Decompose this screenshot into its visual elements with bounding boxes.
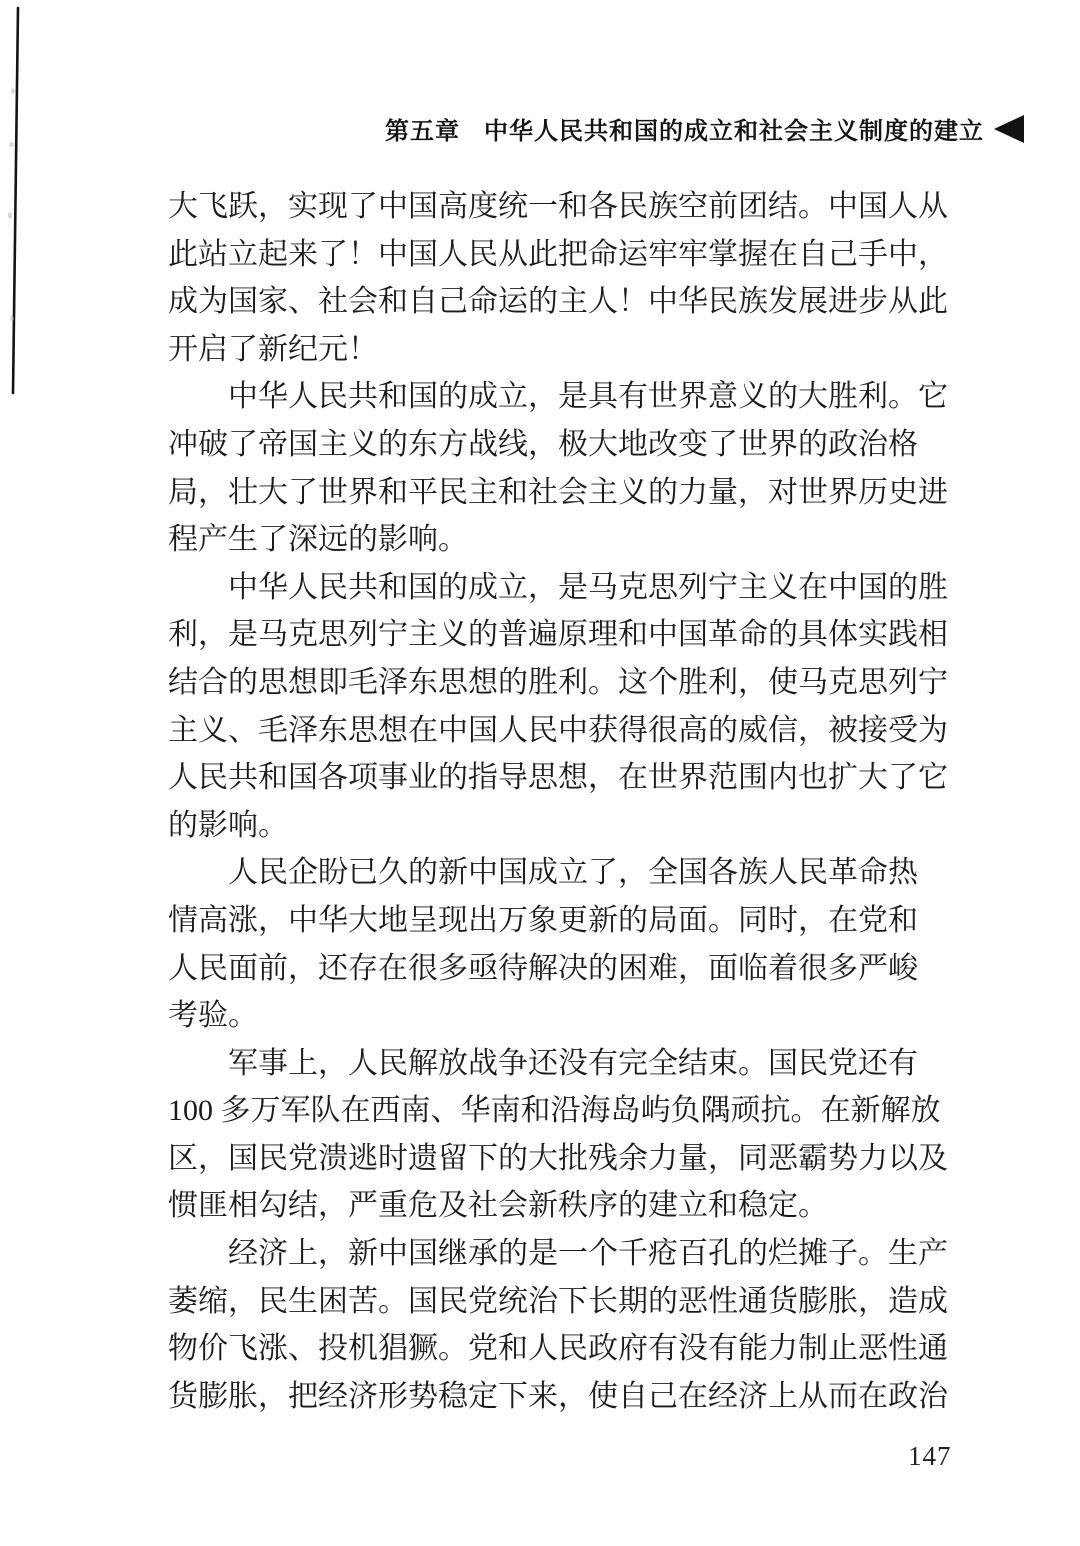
text-line: 程产生了深远的影响。 — [168, 523, 468, 557]
page-number: 147 — [908, 1441, 952, 1471]
text-line: 人民面前，还存在很多亟待解决的困难，面临着很多严峻 — [168, 951, 918, 985]
text-line: 开启了新纪元！ — [168, 332, 378, 366]
scan-edge-line — [0, 0, 40, 420]
text-line: 利，是马克思列宁主义的普遍原理和中国革命的具体实践相 — [168, 618, 948, 652]
left-triangle-icon — [994, 115, 1024, 143]
text-line: 成为国家、社会和自己命运的主人！中华民族发展进步从此 — [168, 285, 948, 319]
text-line: 中华人民共和国的成立，是马克思列宁主义在中国的胜 — [228, 570, 948, 604]
text-line: 人民共和国各项事业的指导思想，在世界范围内也扩大了它 — [168, 761, 948, 795]
text-line: 军事上，人民解放战争还没有完全结束。国民党还有 — [228, 1046, 918, 1080]
scan-speck — [9, 142, 14, 147]
text-line: 100 多万军队在西南、华南和沿海岛屿负隅顽抗。在新解放 — [168, 1094, 941, 1128]
page-body — [168, 183, 954, 1420]
text-line: 主义、毛泽东思想在中国人民中获得很高的威信，被接受为 — [168, 713, 948, 747]
text-line: 考验。 — [168, 999, 258, 1033]
scan-speck — [10, 316, 14, 321]
scan-speck — [8, 212, 12, 219]
text-line: 人民企盼已久的新中国成立了，全国各族人民革命热 — [228, 856, 918, 890]
text-line: 货膨胀，把经济形势稳定下来，使自己在经济上从而在政治 — [168, 1379, 948, 1413]
text-line: 此站立起来了！中国人民从此把命运牢牢掌握在自己手中， — [168, 237, 948, 271]
text-line: 局，壮大了世界和平民主和社会主义的力量，对世界历史进 — [168, 475, 948, 509]
text-line: 结合的思想即毛泽东思想的胜利。这个胜利，使马克思列宁 — [168, 665, 948, 699]
text-line: 情高涨，中华大地呈现出万象更新的局面。同时，在党和 — [168, 903, 918, 937]
chapter-number: 第五章 — [385, 118, 460, 145]
text-line: 大飞跃，实现了中国高度统一和各民族空前团结。中国人从 — [168, 190, 948, 223]
text-line: 冲破了帝国主义的东方战线，极大地改变了世界的政治格 — [168, 427, 918, 461]
chapter-title: 中华人民共和国的成立和社会主义制度的建立 — [484, 118, 984, 145]
text-line: 萎缩，民生困苦。国民党统治下长期的恶性通货膨胀，造成 — [168, 1284, 948, 1318]
text-line: 区，国民党溃逃时遗留下的大批残余力量，同恶霸势力以及 — [168, 1141, 948, 1175]
scan-speck — [11, 88, 15, 94]
text-line: 惯匪相勾结，严重危及社会新秩序的建立和稳定。 — [168, 1189, 828, 1223]
text-line: 经济上，新中国继承的是一个千疮百孔的烂摊子。生产 — [228, 1237, 948, 1271]
text-line: 中华人民共和国的成立，是具有世界意义的大胜利。它 — [228, 380, 948, 414]
text-line: 物价飞涨、投机猖獗。党和人民政府有没有能力制止恶性通 — [168, 1332, 948, 1366]
text-line: 的影响。 — [168, 808, 288, 842]
page-header — [385, 111, 1024, 146]
